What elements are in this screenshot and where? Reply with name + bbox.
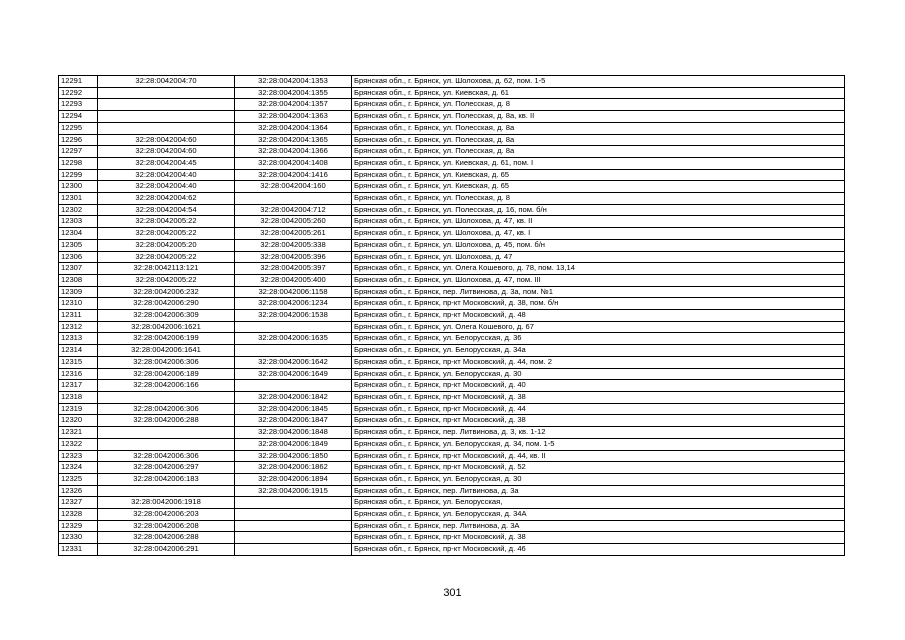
parcel-cadastral-number-cell — [98, 122, 235, 134]
row-number-cell: 12308 — [59, 274, 98, 286]
object-cadastral-number-cell: 32:28:0042004:1355 — [235, 87, 352, 99]
table-row — [59, 263, 845, 275]
address-cell: Брянская обл., г. Брянск, ул. Киевская, д. 65 — [352, 181, 845, 193]
address-cell: Брянская обл., г. Брянск, ул. Киевская, д. 61, пом. I — [352, 157, 845, 169]
document-page — [58, 75, 845, 556]
object-cadastral-number-cell: 32:28:0042006:1842 — [235, 391, 352, 403]
object-cadastral-number-cell: 32:28:0042006:1845 — [235, 403, 352, 415]
parcel-cadastral-number-cell: 32:28:0042004:70 — [98, 76, 235, 88]
row-number-cell: 12299 — [59, 169, 98, 181]
object-cadastral-number-cell: 32:28:0042006:1158 — [235, 286, 352, 298]
table-row — [59, 193, 845, 205]
address-cell: Брянская обл., г. Брянск, ул. Олега Кошевого, д. 78, пом. 13,14 — [352, 263, 845, 275]
object-cadastral-number-cell: 32:28:0042005:397 — [235, 263, 352, 275]
address-cell: Брянская обл., г. Брянск, ул. Полесская, д. 8а — [352, 134, 845, 146]
table-row — [59, 415, 845, 427]
parcel-cadastral-number-cell: 32:28:0042004:60 — [98, 134, 235, 146]
row-number-cell: 12329 — [59, 520, 98, 532]
row-number-cell: 12298 — [59, 157, 98, 169]
row-number-cell: 12305 — [59, 239, 98, 251]
object-cadastral-number-cell: 32:28:0042006:1894 — [235, 473, 352, 485]
row-number-cell: 12331 — [59, 544, 98, 556]
row-number-cell: 12307 — [59, 263, 98, 275]
row-number-cell: 12302 — [59, 204, 98, 216]
row-number-cell: 12304 — [59, 228, 98, 240]
address-cell: Брянская обл., г. Брянск, пр-кт Московский, д. 44 — [352, 403, 845, 415]
parcel-cadastral-number-cell: 32:28:0042004:54 — [98, 204, 235, 216]
object-cadastral-number-cell — [235, 321, 352, 333]
parcel-cadastral-number-cell: 32:28:0042004:40 — [98, 169, 235, 181]
parcel-cadastral-number-cell: 32:28:0042006:183 — [98, 473, 235, 485]
parcel-cadastral-number-cell: 32:28:0042006:309 — [98, 310, 235, 322]
address-cell: Брянская обл., г. Брянск, пр-кт Московский, д. 38 — [352, 391, 845, 403]
cadastral-table — [58, 75, 845, 556]
object-cadastral-number-cell: 32:28:0042006:1234 — [235, 298, 352, 310]
object-cadastral-number-cell: 32:28:0042005:338 — [235, 239, 352, 251]
address-cell: Брянская обл., г. Брянск, ул. Шолохова, д. 47 — [352, 251, 845, 263]
row-number-cell: 12319 — [59, 403, 98, 415]
row-number-cell: 12330 — [59, 532, 98, 544]
table-row — [59, 333, 845, 345]
parcel-cadastral-number-cell: 32:28:0042004:45 — [98, 157, 235, 169]
parcel-cadastral-number-cell — [98, 391, 235, 403]
address-cell: Брянская обл., г. Брянск, ул. Полесская, д. 8 — [352, 193, 845, 205]
table-row — [59, 485, 845, 497]
address-cell: Брянская обл., г. Брянск, пер. Литвинова, д. 3а, пом. №1 — [352, 286, 845, 298]
row-number-cell: 12306 — [59, 251, 98, 263]
table-row — [59, 228, 845, 240]
parcel-cadastral-number-cell: 32:28:0042006:288 — [98, 415, 235, 427]
row-number-cell: 12326 — [59, 485, 98, 497]
row-number-cell: 12310 — [59, 298, 98, 310]
address-cell: Брянская обл., г. Брянск, пр-кт Московский, д. 44, кв. II — [352, 450, 845, 462]
address-cell: Брянская обл., г. Брянск, ул. Шолохова, д. 45, пом. б/н — [352, 239, 845, 251]
parcel-cadastral-number-cell: 32:28:0042006:232 — [98, 286, 235, 298]
table-row — [59, 157, 845, 169]
table-row — [59, 87, 845, 99]
object-cadastral-number-cell: 32:28:0042004:1353 — [235, 76, 352, 88]
parcel-cadastral-number-cell: 32:28:0042006:306 — [98, 450, 235, 462]
parcel-cadastral-number-cell: 32:28:0042006:208 — [98, 520, 235, 532]
object-cadastral-number-cell: 32:28:0042004:1364 — [235, 122, 352, 134]
parcel-cadastral-number-cell — [98, 111, 235, 123]
address-cell: Брянская обл., г. Брянск, пр-кт Московский, д. 38, пом. б/н — [352, 298, 845, 310]
address-cell: Брянская обл., г. Брянск, пр-кт Московский, д. 44, пом. 2 — [352, 356, 845, 368]
object-cadastral-number-cell: 32:28:0042004:1365 — [235, 134, 352, 146]
table-row — [59, 286, 845, 298]
parcel-cadastral-number-cell: 32:28:0042006:291 — [98, 544, 235, 556]
parcel-cadastral-number-cell: 32:28:0042004:40 — [98, 181, 235, 193]
row-number-cell: 12325 — [59, 473, 98, 485]
address-cell: Брянская обл., г. Брянск, ул. Шолохова, д. 47, кв. II — [352, 216, 845, 228]
parcel-cadastral-number-cell: 32:28:0042006:306 — [98, 356, 235, 368]
row-number-cell: 12314 — [59, 345, 98, 357]
object-cadastral-number-cell: 32:28:0042006:1862 — [235, 462, 352, 474]
address-cell: Брянская обл., г. Брянск, ул. Полесская, д. 8а — [352, 146, 845, 158]
parcel-cadastral-number-cell: 32:28:0042004:60 — [98, 146, 235, 158]
address-cell: Брянская обл., г. Брянск, пр-кт Московский, д. 52 — [352, 462, 845, 474]
parcel-cadastral-number-cell: 32:28:0042004:62 — [98, 193, 235, 205]
address-cell: Брянская обл., г. Брянск, ул. Шолохова, д. 47, кв. I — [352, 228, 845, 240]
object-cadastral-number-cell: 32:28:0042005:400 — [235, 274, 352, 286]
parcel-cadastral-number-cell: 32:28:0042005:20 — [98, 239, 235, 251]
table-row — [59, 169, 845, 181]
object-cadastral-number-cell: 32:28:0042006:1847 — [235, 415, 352, 427]
table-row — [59, 204, 845, 216]
row-number-cell: 12323 — [59, 450, 98, 462]
table-row — [59, 146, 845, 158]
address-cell: Брянская обл., г. Брянск, пр-кт Московский, д. 40 — [352, 380, 845, 392]
row-number-cell: 12315 — [59, 356, 98, 368]
row-number-cell: 12328 — [59, 509, 98, 521]
table-row — [59, 391, 845, 403]
row-number-cell: 12320 — [59, 415, 98, 427]
table-row — [59, 321, 845, 333]
address-cell: Брянская обл., г. Брянск, ул. Шолохова, д. 47, пом. III — [352, 274, 845, 286]
object-cadastral-number-cell: 32:28:0042006:1538 — [235, 310, 352, 322]
page-number: 301 — [443, 587, 462, 599]
parcel-cadastral-number-cell: 32:28:0042006:306 — [98, 403, 235, 415]
row-number-cell: 12309 — [59, 286, 98, 298]
row-number-cell: 12317 — [59, 380, 98, 392]
table-row — [59, 438, 845, 450]
address-cell: Брянская обл., г. Брянск, пр-кт Московский, д. 46 — [352, 544, 845, 556]
parcel-cadastral-number-cell: 32:28:0042006:288 — [98, 532, 235, 544]
table-row — [59, 532, 845, 544]
object-cadastral-number-cell: 32:28:0042004:160 — [235, 181, 352, 193]
parcel-cadastral-number-cell — [98, 99, 235, 111]
address-cell: Брянская обл., г. Брянск, ул. Киевская, д. 65 — [352, 169, 845, 181]
address-cell: Брянская обл., г. Брянск, пр-кт Московский, д. 38 — [352, 532, 845, 544]
table-row — [59, 356, 845, 368]
table-row — [59, 298, 845, 310]
parcel-cadastral-number-cell: 32:28:0042005:22 — [98, 274, 235, 286]
object-cadastral-number-cell: 32:28:0042004:1408 — [235, 157, 352, 169]
object-cadastral-number-cell: 32:28:0042006:1850 — [235, 450, 352, 462]
table-row — [59, 450, 845, 462]
address-cell: Брянская обл., г. Брянск, ул. Белорусская, д. 30 — [352, 368, 845, 380]
object-cadastral-number-cell: 32:28:0042006:1915 — [235, 485, 352, 497]
row-number-cell: 12296 — [59, 134, 98, 146]
object-cadastral-number-cell: 32:28:0042005:396 — [235, 251, 352, 263]
address-cell: Брянская обл., г. Брянск, ул. Белорусская, д. 34А — [352, 509, 845, 521]
parcel-cadastral-number-cell: 32:28:0042113:121 — [98, 263, 235, 275]
row-number-cell: 12316 — [59, 368, 98, 380]
row-number-cell: 12311 — [59, 310, 98, 322]
object-cadastral-number-cell — [235, 497, 352, 509]
object-cadastral-number-cell — [235, 509, 352, 521]
address-cell: Брянская обл., г. Брянск, ул. Полесская, д. 16, пом. б/н — [352, 204, 845, 216]
table-row — [59, 239, 845, 251]
parcel-cadastral-number-cell — [98, 427, 235, 439]
table-row — [59, 509, 845, 521]
address-cell: Брянская обл., г. Брянск, ул. Шолохова, д. 62, пом. 1-5 — [352, 76, 845, 88]
parcel-cadastral-number-cell: 32:28:0042006:1621 — [98, 321, 235, 333]
object-cadastral-number-cell — [235, 380, 352, 392]
row-number-cell: 12327 — [59, 497, 98, 509]
table-row — [59, 216, 845, 228]
row-number-cell: 12297 — [59, 146, 98, 158]
object-cadastral-number-cell — [235, 345, 352, 357]
table-row — [59, 122, 845, 134]
row-number-cell: 12293 — [59, 99, 98, 111]
table-row — [59, 380, 845, 392]
table-row — [59, 274, 845, 286]
table-row — [59, 520, 845, 532]
address-cell: Брянская обл., г. Брянск, ул. Белорусская, д. 36 — [352, 333, 845, 345]
object-cadastral-number-cell — [235, 193, 352, 205]
table-row — [59, 251, 845, 263]
object-cadastral-number-cell: 32:28:0042004:1416 — [235, 169, 352, 181]
row-number-cell: 12312 — [59, 321, 98, 333]
address-cell: Брянская обл., г. Брянск, пр-кт Московский, д. 48 — [352, 310, 845, 322]
table-row — [59, 403, 845, 415]
table-row — [59, 345, 845, 357]
row-number-cell: 12322 — [59, 438, 98, 450]
address-cell: Брянская обл., г. Брянск, ул. Полесская, д. 8а, кв. II — [352, 111, 845, 123]
parcel-cadastral-number-cell: 32:28:0042006:166 — [98, 380, 235, 392]
object-cadastral-number-cell: 32:28:0042004:1357 — [235, 99, 352, 111]
parcel-cadastral-number-cell: 32:28:0042006:189 — [98, 368, 235, 380]
parcel-cadastral-number-cell: 32:28:0042005:22 — [98, 251, 235, 263]
address-cell: Брянская обл., г. Брянск, ул. Белорусская, д. 34, пом. 1-5 — [352, 438, 845, 450]
table-row — [59, 134, 845, 146]
parcel-cadastral-number-cell: 32:28:0042006:199 — [98, 333, 235, 345]
row-number-cell: 12321 — [59, 427, 98, 439]
object-cadastral-number-cell: 32:28:0042005:260 — [235, 216, 352, 228]
object-cadastral-number-cell: 32:28:0042006:1649 — [235, 368, 352, 380]
row-number-cell: 12324 — [59, 462, 98, 474]
parcel-cadastral-number-cell: 32:28:0042005:22 — [98, 216, 235, 228]
parcel-cadastral-number-cell — [98, 485, 235, 497]
address-cell: Брянская обл., г. Брянск, пр-кт Московский, д. 38 — [352, 415, 845, 427]
address-cell: Брянская обл., г. Брянск, пер. Литвинова, д. 3, кв. 1-12 — [352, 427, 845, 439]
object-cadastral-number-cell: 32:28:0042006:1642 — [235, 356, 352, 368]
parcel-cadastral-number-cell: 32:28:0042006:297 — [98, 462, 235, 474]
parcel-cadastral-number-cell: 32:28:0042006:1641 — [98, 345, 235, 357]
row-number-cell: 12294 — [59, 111, 98, 123]
row-number-cell: 12313 — [59, 333, 98, 345]
object-cadastral-number-cell: 32:28:0042004:1363 — [235, 111, 352, 123]
address-cell: Брянская обл., г. Брянск, ул. Белорусская, — [352, 497, 845, 509]
row-number-cell: 12303 — [59, 216, 98, 228]
table-row — [59, 544, 845, 556]
object-cadastral-number-cell: 32:28:0042006:1849 — [235, 438, 352, 450]
object-cadastral-number-cell — [235, 520, 352, 532]
object-cadastral-number-cell: 32:28:0042004:1366 — [235, 146, 352, 158]
object-cadastral-number-cell: 32:28:0042004:712 — [235, 204, 352, 216]
address-cell: Брянская обл., г. Брянск, ул. Олега Кошевого, д. 67 — [352, 321, 845, 333]
parcel-cadastral-number-cell: 32:28:0042006:203 — [98, 509, 235, 521]
address-cell: Брянская обл., г. Брянск, ул. Киевская, д. 61 — [352, 87, 845, 99]
address-cell: Брянская обл., г. Брянск, ул. Белорусская, д. 30 — [352, 473, 845, 485]
table-row — [59, 181, 845, 193]
row-number-cell: 12300 — [59, 181, 98, 193]
object-cadastral-number-cell: 32:28:0042005:261 — [235, 228, 352, 240]
table-row — [59, 76, 845, 88]
parcel-cadastral-number-cell — [98, 438, 235, 450]
parcel-cadastral-number-cell: 32:28:0042005:22 — [98, 228, 235, 240]
table-row — [59, 111, 845, 123]
object-cadastral-number-cell — [235, 532, 352, 544]
address-cell: Брянская обл., г. Брянск, пер. Литвинова, д. 3А — [352, 520, 845, 532]
table-row — [59, 462, 845, 474]
object-cadastral-number-cell: 32:28:0042006:1635 — [235, 333, 352, 345]
address-cell: Брянская обл., г. Брянск, пер. Литвинова, д. 3а — [352, 485, 845, 497]
address-cell: Брянская обл., г. Брянск, ул. Полесская, д. 8а — [352, 122, 845, 134]
table-row — [59, 497, 845, 509]
row-number-cell: 12291 — [59, 76, 98, 88]
table-row — [59, 473, 845, 485]
row-number-cell: 12295 — [59, 122, 98, 134]
table-row — [59, 99, 845, 111]
address-cell: Брянская обл., г. Брянск, ул. Белорусская, д. 34а — [352, 345, 845, 357]
row-number-cell: 12301 — [59, 193, 98, 205]
table-row — [59, 310, 845, 322]
row-number-cell: 12292 — [59, 87, 98, 99]
table-body — [59, 76, 845, 556]
table-row — [59, 427, 845, 439]
row-number-cell: 12318 — [59, 391, 98, 403]
parcel-cadastral-number-cell — [98, 87, 235, 99]
address-cell: Брянская обл., г. Брянск, ул. Полесская, д. 8 — [352, 99, 845, 111]
parcel-cadastral-number-cell: 32:28:0042006:1918 — [98, 497, 235, 509]
object-cadastral-number-cell: 32:28:0042006:1848 — [235, 427, 352, 439]
object-cadastral-number-cell — [235, 544, 352, 556]
parcel-cadastral-number-cell: 32:28:0042006:290 — [98, 298, 235, 310]
table-row — [59, 368, 845, 380]
